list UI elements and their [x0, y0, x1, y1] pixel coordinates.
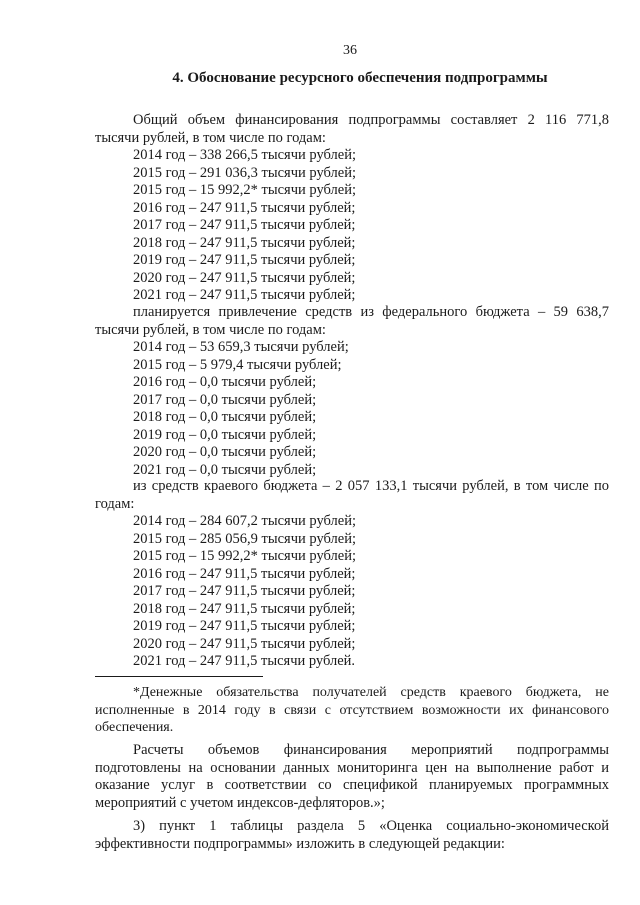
- list-item: 2016 год – 247 911,5 тысячи рублей;: [133, 199, 356, 216]
- list-item: 2019 год – 247 911,5 тысячи рублей;: [133, 252, 356, 268]
- list-item: 2016 год – 247 911,5 тысячи рублей;: [133, 565, 356, 582]
- list-item: 2014 год – 284 607,2 тысячи рублей;: [133, 513, 357, 529]
- list-item: 2018 год – 0,0 тысячи рублей;: [133, 409, 317, 425]
- list-item: 2020 год – 247 911,5 тысячи рублей;: [133, 269, 356, 286]
- regional-funding-list: [133, 513, 356, 671]
- list-item: 2015 год – 5 979,4 тысячи рублей;: [133, 356, 342, 373]
- list-item: 2015 год – 285 056,9 тысячи рублей;: [133, 530, 357, 547]
- list-item: 2019 год – 247 911,5 тысячи рублей;: [133, 618, 356, 634]
- list-item: 2015 год – 15 992,2* тысячи рублей;: [133, 548, 357, 564]
- footnote-separator: [95, 676, 263, 677]
- regional-funding-paragraph: из средств краевого бюджета – 2 057 133,1 тысячи рублей, в том числе по годам:: [95, 478, 609, 512]
- list-item: 2021 год – 0,0 тысячи рублей;: [133, 461, 317, 478]
- section-heading: 4. Обоснование ресурсного обеспечения подпрограммы: [172, 70, 548, 86]
- list-item: 2016 год – 0,0 тысячи рублей;: [133, 374, 317, 390]
- list-item: 2015 год – 291 036,3 тысячи рублей;: [133, 164, 357, 181]
- list-item: 2021 год – 247 911,5 тысячи рублей;: [133, 287, 356, 303]
- list-item: 2017 год – 247 911,5 тысячи рублей;: [133, 583, 356, 599]
- list-item: 2018 год – 247 911,5 тысячи рублей;: [133, 600, 356, 617]
- footnote: *Денежные обязательства получателей средств краевого бюджета, не исполненные в 2014 году в связи с отсутствием возможности их финансового обеспечения.: [95, 685, 609, 735]
- list-item: 2014 год – 338 266,5 тысячи рублей;: [133, 147, 357, 163]
- total-funding-list: [133, 147, 356, 305]
- list-item: 2017 год – 247 911,5 тысячи рублей;: [133, 217, 356, 233]
- list-item: 2015 год – 15 992,2* тысячи рублей;: [133, 182, 357, 198]
- total-funding-paragraph: Общий объем финансирования подпрограммы составляет 2 116 771,8 тысячи рублей, в том числе по годам:: [95, 112, 609, 146]
- page-number: 36: [343, 43, 357, 58]
- list-item: 2017 год – 0,0 тысячи рублей;: [133, 391, 317, 408]
- calculation-note: Расчеты объемов финансирования мероприятий подпрограммы подготовлены на основании данных мониторинга цен на выполнение работ и оказание услуг в соответствии со спецификой планируемых программных мероприятий с учетом индексов-дефляторов.»;: [95, 742, 609, 811]
- federal-funding-paragraph: планируется привлечение средств из федерального бюджета – 59 638,7 тысячи рублей, в том числе по годам:: [95, 304, 609, 338]
- federal-funding-list: [133, 339, 349, 479]
- list-item: 2021 год – 247 911,5 тысячи рублей.: [133, 653, 356, 669]
- list-item: 2018 год – 247 911,5 тысячи рублей;: [133, 234, 356, 251]
- list-item: 2020 год – 0,0 тысячи рублей;: [133, 444, 317, 460]
- list-item: 2014 год – 53 659,3 тысячи рублей;: [133, 339, 349, 355]
- item-3-paragraph: 3) пункт 1 таблицы раздела 5 «Оценка социально-экономической эффективности подпрограммы» изложить в следующей редакции:: [95, 818, 609, 852]
- list-item: 2020 год – 247 911,5 тысячи рублей;: [133, 635, 356, 652]
- list-item: 2019 год – 0,0 тысячи рублей;: [133, 426, 317, 443]
